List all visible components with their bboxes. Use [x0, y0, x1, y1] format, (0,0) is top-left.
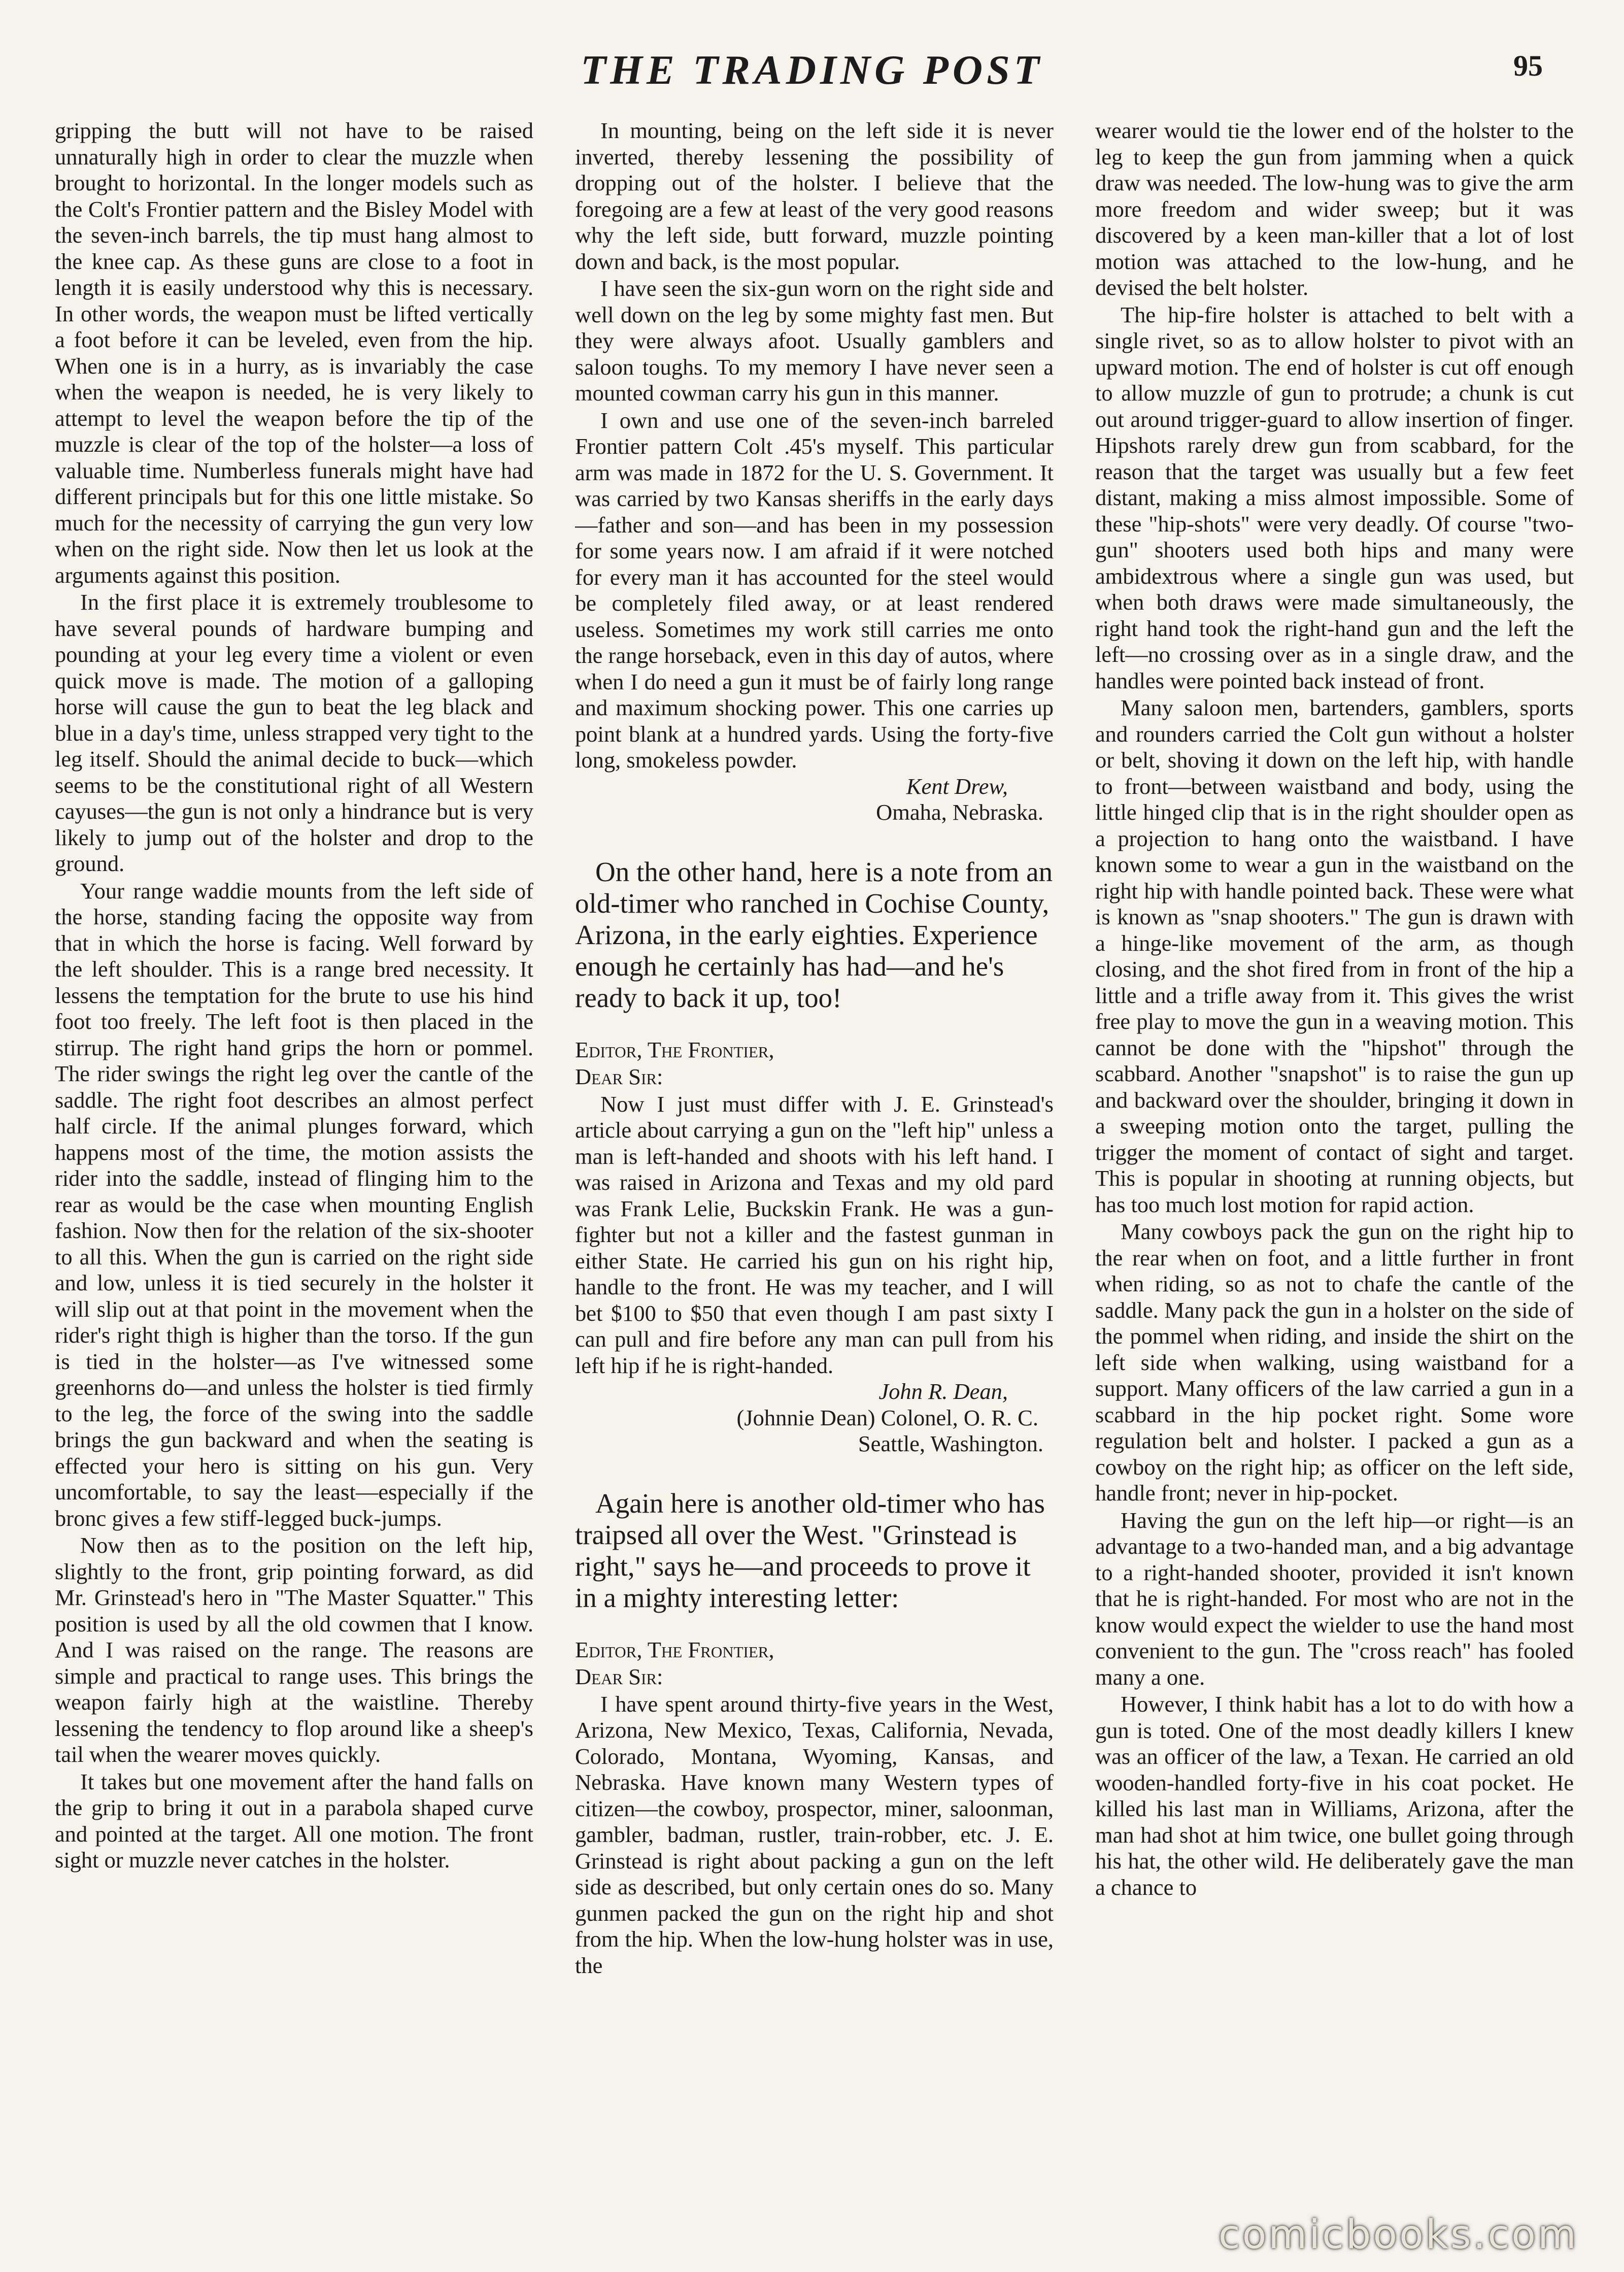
signature-block — [575, 774, 1054, 826]
salutation-dear: Dear Sir: — [575, 1064, 663, 1089]
site-watermark: comicbooks.com — [1218, 2212, 1578, 2258]
signature-name: Kent Drew, — [906, 773, 1008, 799]
paragraph: In the first place it is extremely troublesome to have several pounds of hardware bumping and pounding at your leg every time a violent or even quick move is made. The motion of a galloping horse will cause the gun to beat the leg black and blue in a day's time, unless strapped very tight to the leg itself. Should the animal decide to buck—which seems to be the constitutional right of all Western cayuses—the gun is not only a hindrance but is very likely to jump out of the holster and drop to the ground. — [55, 589, 533, 876]
paragraph: I own and use one of the seven-inch barreled Frontier pattern Colt .45's myself. This particular arm was made in 1872 for the U. S. Government. It was carried by two Kansas sheriffs in the early days—father and son—and has been in my possession for some years now. I am afraid if it were notched for every man it has accounted for the steel would be completely filed away, or at least rendered useless. Sometimes my work still carries me onto the range horseback, even in this day of autos, where when I do need a gun it must be of fairly long range and maximum shocking power. This one carries up point blank at a hundred yards. Using the forty-five long, smokeless powder. — [575, 407, 1054, 773]
column-3 — [1095, 118, 1574, 2197]
paragraph: Many cowboys pack the gun on the right hip to the rear when on foot, and a little further in front when riding, so as not to chafe the cantle of the saddle. Many pack the gun in a holster on the side of the pommel when riding, and inside the shirt on the left side when walking, using waistband for a support. Many officers of the law carried a gun in a scabbard in the hip pocket right. Some wore regulation belt and holster. I packed a gun as a cowboy on the right hip; as officer on the left side, handle front; never in hip-pocket. — [1095, 1219, 1574, 1506]
salutation-editor: Editor, The Frontier, — [575, 1636, 774, 1662]
column-1 — [55, 118, 533, 2197]
paragraph: In mounting, being on the left side it is never inverted, thereby lessening the possibility of dropping out of the holster. I believe that the foregoing are a few at least of the very good reasons why the left side, butt forward, muzzle pointing down and back, is the most popular. — [575, 118, 1054, 274]
signature-block — [575, 1379, 1054, 1457]
running-title: THE TRADING POST — [581, 47, 1043, 93]
paragraph: The hip-fire holster is attached to belt with a single rivet, so as to allow holster to pivot with an upward motion. The end of holster is cut off enough to allow muzzle of gun to protrude; a chunk is cut out around trigger-guard to allow insertion of finger. Hipshots rarely drew gun from scabbard, for the reason that the target was usually but a few feet distant, making a miss almost impossible. Some of these "hip-shots" were very deadly. Of course "two-gun" shooters used both hips and many were ambidextrous where a single gun was used, but when both draws were made simultaneously, the right hand took the right-hand gun and the left the left—no crossing over as in a single draw, and the handles were pointed back instead of front. — [1095, 302, 1574, 693]
signature-place: Omaha, Nebraska. — [876, 799, 1043, 825]
salutation-dear: Dear Sir: — [575, 1664, 663, 1689]
signature-place: Seattle, Washington. — [858, 1431, 1043, 1456]
paragraph: Now then as to the position on the left hip, slightly to the front, grip pointing forward, as did Mr. Grinstead's hero in "The Master Squatter." This position is used by all the old cowmen that I know. And I was raised on the range. The reasons are simple and practical to range uses. This brings the weapon fairly high at the waistline. Thereby lessening the tendency to flop around like a sheep's tail when the wearer moves quickly. — [55, 1532, 533, 1767]
page-header — [56, 40, 1568, 101]
paragraph: wearer would tie the lower end of the holster to the leg to keep the gun from jamming when a quick draw was needed. The low-hung was to give the arm more freedom and wider sweep; but it was discovered by a keen man-killer that a lot of lost motion was attached to the low-hung, and he devised the belt holster. — [1095, 118, 1574, 300]
column-2 — [575, 118, 1054, 2197]
editor-intro: Again here is another old-timer who has traipsed all over the West. "Grinstead is right," says he—and proceeds to prove it in a mighty interesting letter: — [575, 1487, 1045, 1613]
signature-name: John R. Dean, — [878, 1379, 1008, 1404]
salutation-editor: Editor, The Frontier, — [575, 1037, 774, 1062]
signature-title: (Johnnie Dean) Colonel, O. R. C. — [736, 1405, 1038, 1430]
paragraph: It takes but one movement after the hand falls on the grip to bring it out in a parabola shaped curve and pointed at the target. All one motion. The front sight or muzzle never catches in the holster. — [55, 1768, 533, 1873]
paragraph: Many saloon men, bartenders, gamblers, sports and rounders carried the Colt gun without a holster or belt, shoving it down on the left hip, with handle to front—between waistband and body, using the little hinged clip that is in the right shoulder open as a projection to hang onto the waistband. I have known some to wear a gun in the waistband on the right hip with handle pointed back. These were what is known as "snap shooters." The gun is drawn with a hinge-like movement of the arm, as though closing, and the shot fired from in front of the hip a little and a trifle away from it. This gives the wrist free play to move the gun in a weaving motion. This cannot be done with the "hipshot" through the scabbard. Another "snapshot" is to raise the gun up and backward over the shoulder, bringing it down in a sweeping motion onto the target, pulling the trigger the moment of contact of sight and target. This is popular in shooting at running objects, but has too much lost motion for rapid action. — [1095, 695, 1574, 1217]
editor-intro: On the other hand, here is a note from an old-timer who ranched in Cochise County, Arizona, in the early eighties. Experience enough he certainly has had—and he's ready to back it up, too! — [575, 856, 1053, 1013]
paragraph: However, I think habit has a lot to do with how a gun is toted. One of the most deadly killers I knew was an officer of the law, a Texan. He carried an old wooden-handled forty-five in his coat pocket. He killed his last man in Williams, Arizona, after the man had shot at him twice, one bullet going through his hat, the other wild. He deliberately gave the man a chance to — [1095, 1691, 1574, 1900]
article-columns — [55, 118, 1574, 2197]
page-number: 95 — [1513, 49, 1543, 82]
letter-body: Now I just must differ with J. E. Grinstead's article about carrying a gun on the "left hip" unless a man is left-handed and shoots with his left hand. I was raised in Arizona and Texas and my old pard was Frank Lelie, Buckskin Frank. He was a gun-fighter but not a killer and the fastest gunman in either State. He carried his gun on his right hip, handle to the front. He was my teacher, and I will bet $100 to $50 that even though I am past sixty I can pull and fire before any man can pull from his left hip if he is right-handed. — [575, 1091, 1054, 1378]
letter-body: I have spent around thirty-five years in the West, Arizona, New Mexico, Texas, California, Nevada, Colorado, Montana, Wyoming, Kansas, and Nebraska. Have known many Western types of citizen—the cowboy, prospector, miner, saloonman, gambler, badman, rustler, train-robber, etc. J. E. Grinstead is right about packing a gun on the left side as described, but only certain ones do so. Many gunmen packed the gun on the right hip and shot from the hip. When the low-hung holster was in use, the — [575, 1691, 1054, 1978]
paragraph: Your range waddie mounts from the left side of the horse, standing facing the opposite way from that in which the horse is facing. Well forward by the left shoulder. This is a range bred necessity. It lessens the temptation for the brute to use his hind foot too freely. The left foot is then placed in the stirrup. The right hand grips the horn or pommel. The rider swings the right leg over the cantle of the saddle. The right foot describes an almost perfect half circle. If the animal plunges forward, which happens most of the time, the motion assists the rider into the saddle, instead of flinging him to the rear as would be the case when mounting English fashion. Now then for the relation of the six-shooter to all this. When the gun is carried on the right side and low, unless it is tied securely in the holster it will slip out at that point in the movement when the rider's right thigh is higher than the torso. If the gun is tied in the holster—as I've witnessed some greenhorns do—and unless the holster is tied firmly to the leg, the force of the swing into the saddle brings the gun backward and when the seating is effected your hero is sitting on his gun. Very uncomfortable, to say the least—especially if the bronc gives a few stiff-legged buck-jumps. — [55, 878, 533, 1531]
paragraph: I have seen the six-gun worn on the right side and well down on the leg by some mighty fast men. But they were always afoot. Usually gamblers and saloon toughs. To my memory I have never seen a mounted cowman carry his gun in this manner. — [575, 276, 1054, 406]
paragraph: Having the gun on the left hip—or right—is an advantage to a two-handed man, and a big advantage to a right-handed shooter, provided it isn't known that he is right-handed. For most who are not in the know would expect the wielder to use the hand most convenient to the gun. The "cross reach" has fooled many a one. — [1095, 1507, 1574, 1690]
paragraph: gripping the butt will not have to be raised unnaturally high in order to clear the muzzle when brought to horizontal. In the longer models such as the Colt's Frontier pattern and the Bisley Model with the seven-inch barrels, the tip must hang almost to the knee cap. As these guns are close to a foot in length it is easily understood why this is necessary. In other words, the weapon must be lifted vertically a foot before it can be leveled, even from the hip. When one is in a hurry, as is invariably the case when the weapon is needed, he is very likely to attempt to level the weapon before the tip of the muzzle is clear of the top of the holster—a loss of valuable time. Numberless funerals might have had different principals but for this one little mistake. So much for the necessity of carrying the gun very low when on the right side. Now then let us look at the arguments against this position. — [55, 118, 533, 588]
